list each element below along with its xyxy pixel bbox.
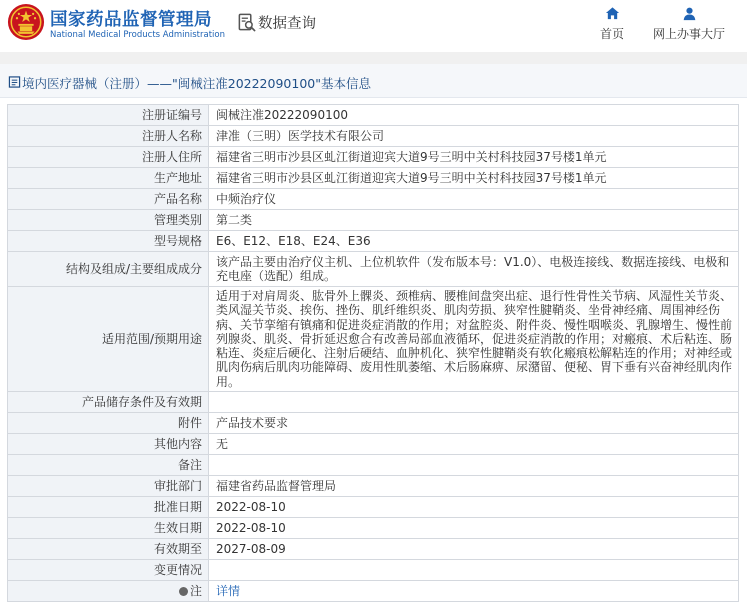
field-label: 型号规格	[8, 231, 209, 252]
table-row	[8, 560, 739, 581]
table-row	[8, 455, 739, 476]
field-label: 适用范围/预期用途	[8, 287, 209, 392]
field-value: 福建省药品监督管理局	[209, 476, 739, 497]
field-value: 产品技术要求	[209, 413, 739, 434]
table-row	[8, 413, 739, 434]
field-value: 津准（三明）医学技术有限公司	[209, 126, 739, 147]
field-label: 其他内容	[8, 434, 209, 455]
field-label: 结构及组成/主要组成成分	[8, 252, 209, 287]
note-label: 注	[189, 583, 202, 598]
table-row	[8, 392, 739, 413]
field-label: 批准日期	[8, 497, 209, 518]
field-label: 有效期至	[8, 539, 209, 560]
info-bullet-icon	[179, 587, 188, 596]
home-icon	[605, 6, 620, 21]
table-row	[8, 168, 739, 189]
user-icon	[682, 6, 697, 21]
field-label: 备注	[8, 455, 209, 476]
details-link[interactable]: 详情	[216, 583, 241, 598]
field-value: 2022-08-10	[209, 518, 739, 539]
table-row	[8, 518, 739, 539]
field-label: 注册人名称	[8, 126, 209, 147]
field-label: 生效日期	[8, 518, 209, 539]
field-label: 生产地址	[8, 168, 209, 189]
data-query-title: 数据查询	[258, 16, 316, 32]
header-divider	[0, 52, 747, 64]
nav-home[interactable]	[594, 6, 630, 42]
note-label-cell	[8, 581, 209, 602]
table-row	[8, 105, 739, 126]
field-value	[209, 560, 739, 581]
site-name: 国家药品监督管理局	[50, 10, 212, 30]
table-row	[8, 497, 739, 518]
field-value: 福建省三明市沙县区虬江街道迎宾大道9号三明中关村科技园37号楼1单元	[209, 147, 739, 168]
field-label: 审批部门	[8, 476, 209, 497]
field-value	[209, 392, 739, 413]
field-label: 变更情况	[8, 560, 209, 581]
field-value: 福建省三明市沙县区虬江街道迎宾大道9号三明中关村科技园37号楼1单元	[209, 168, 739, 189]
breadcrumb-text: 境内医疗器械（注册）——"闽械注准20222090100"基本信息	[22, 76, 371, 91]
national-emblem-icon	[7, 3, 45, 41]
nav-home-label: 首页	[599, 27, 624, 41]
site-name-en: National Medical Products Administration	[50, 30, 225, 40]
table-row	[8, 287, 739, 392]
field-value: 2022-08-10	[209, 497, 739, 518]
table-row	[8, 252, 739, 287]
top-header	[0, 0, 747, 52]
table-row	[8, 147, 739, 168]
table-row	[8, 231, 739, 252]
field-value: 闽械注准20222090100	[209, 105, 739, 126]
document-list-icon	[8, 76, 21, 88]
field-value	[209, 455, 739, 476]
note-value-cell	[209, 581, 739, 602]
nav-online-service-hall[interactable]	[648, 6, 730, 42]
data-query-icon	[237, 13, 256, 32]
field-label: 注册证编号	[8, 105, 209, 126]
field-value: E6、E12、E18、E24、E36	[209, 231, 739, 252]
registration-detail-table	[7, 104, 739, 602]
table-row	[8, 581, 739, 602]
table-row	[8, 210, 739, 231]
field-value: 中频治疗仪	[209, 189, 739, 210]
field-value: 第二类	[209, 210, 739, 231]
field-value: 无	[209, 434, 739, 455]
table-row	[8, 126, 739, 147]
field-value: 适用于对肩周炎、肱骨外上髁炎、颈椎病、腰椎间盘突出症、退行性骨性关节病、风湿性关节炎、类风湿关节炎、挨伤、挫伤、肌纤维织炎、肌肉劳损、狭窄性腱鞘炎、坐骨神经痛、周围神经伤病、关节挛缩有镇痛和促进炎症消散的作用；对盆腔炎、附件炎、慢性咽喉炎、乳腺增生、慢性前列腺炎、肌炎、骨折延迟愈合有改善局部血液循环，促进炎症消散的作用；对瘢痕、术后粘连、肠粘连、炎症后硬化、注射后硬结、血肿机化、狭窄性腱鞘炎有软化瘢痕松解粘连的作用；对神经或肌肉伤病后肌肉功能障碍、废用性肌萎缩、术后肠麻痹、尿潴留、便秘、胃下垂有兴奋神经肌肉作用。	[209, 287, 739, 392]
field-label: 注册人住所	[8, 147, 209, 168]
nav-online-service-hall-label: 网上办事大厅	[652, 27, 725, 41]
field-label: 产品储存条件及有效期	[8, 392, 209, 413]
table-row	[8, 434, 739, 455]
breadcrumb	[0, 64, 747, 98]
field-label: 产品名称	[8, 189, 209, 210]
table-row	[8, 476, 739, 497]
field-label: 附件	[8, 413, 209, 434]
field-value: 2027-08-09	[209, 539, 739, 560]
field-value: 该产品主要由治疗仪主机、上位机软件（发布版本号：V1.0）、电极连接线、数据连接线、电极和充电座（选配）组成。	[209, 252, 739, 287]
table-row	[8, 189, 739, 210]
field-label: 管理类别	[8, 210, 209, 231]
table-row	[8, 539, 739, 560]
